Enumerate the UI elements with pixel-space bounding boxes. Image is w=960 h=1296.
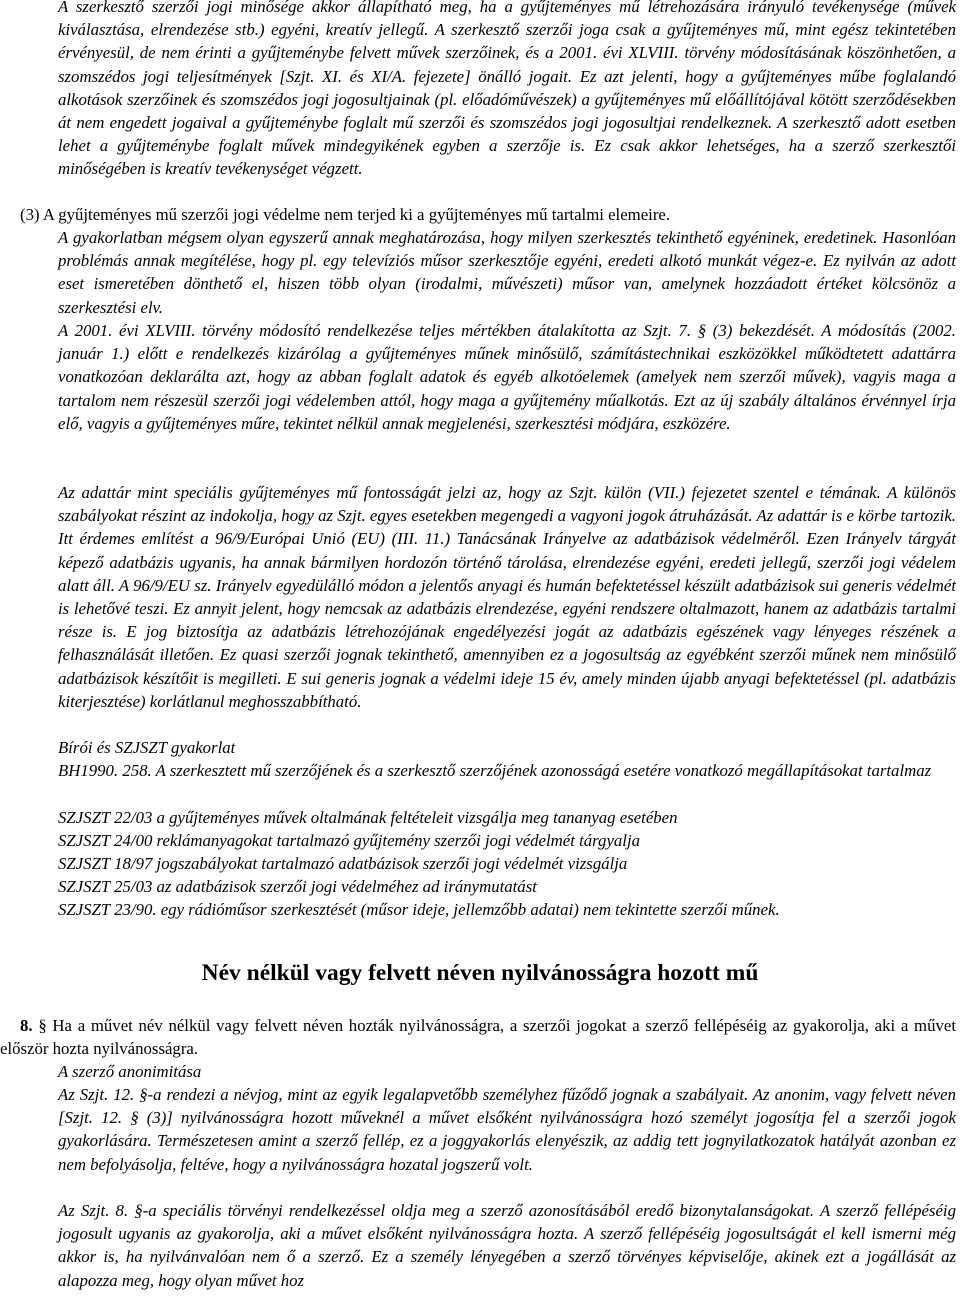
article-8-paragraph bbox=[0, 1014, 956, 1060]
case-item: SZJSZT 22/03 a gyűjteményes művek oltalmának feltételeit vizsgálja meg tananyag esetében bbox=[58, 808, 678, 827]
amendment-paragraph: A 2001. évi XLVIII. törvény módosító rendelkezése teljes mértékben átalakította az Szjt. 7. § (3) bekezdését. A módosítás (2002. január 1.) előtt e rendelkezés kizárólag a gyűjteményes műnek minősülő, számítástechnikai eszközökkel működtetett adattárra vonatkozóan deklarálta azt, hogy az abban foglalt adatok és egyéb alkotóelemek (amelyek nem szerzői művek), vagyis maga a tartalom nem részesül szerzői jogi védelemben attól, hogy maga a gyűjtemény műalkotás. Ezt az új szabály általános érvénnyel írja elő, vagyis a gyűjteményes műre, tekintet nélkül annak megjelenési, szerkesztési módjára, eszközére. bbox=[58, 321, 956, 433]
section-3-paragraph: (3) A gyűjteményes mű szerzői jogi védelme nem terjed ki a gyűjteményes mű tartalmi elemeire. bbox=[20, 205, 671, 224]
commentary-paragraph: Az Szjt. 8. §-a speciális törvényi rendelkezéssel oldja meg a szerző azonosításából eredő bizonytalanságokat. A szerző fellépéséig jogosult ugyanis az gyakorolja, aki a művet elsőként nyilvánosságra hozta. A szerző fellépéséig jogosultságát el kell ismerni még akkor is, ha nyilvánvalóan nem ő a szerző. Ez a személy lényegében a szerző törvényes képviselője, akinek ezt a jogállását az alapozza meg, hogy olyan művet hoz bbox=[58, 1201, 956, 1290]
case-law-heading: Bírói és SZJSZT gyakorlat bbox=[58, 738, 236, 757]
case-item: SZJSZT 23/90. egy rádióműsor szerkesztését (műsor ideje, jellemzőbb adatai) nem tekintette szerzői műnek. bbox=[58, 900, 780, 919]
practice-paragraph: A gyakorlatban mégsem olyan egyszerű annak meghatározása, hogy milyen szerkesztés tekinthető egyéninek, eredetinek. Hasonlóan problémás annak megítélése, hogy pl. egy televíziós műsor szerkesztője egyéni, eredeti alkotó munkát végez-e. Ez nyilván az adott eset ismeretében dönthető el, hiszen több olyan (irodalmi, művészeti) műsor van, amelynek hozzáadott értéket kölcsönöz a szerkesztési elv. bbox=[58, 228, 956, 317]
commentary-heading: A szerző anonimitása bbox=[58, 1062, 202, 1081]
article-text: § Ha a művet név nélkül vagy felvett néven hozták nyilvánosságra, a szerzői jogokat a szerző fellépéséig az gyakorolja, aki a művet először hozta nyilvánosságra. bbox=[0, 1016, 956, 1059]
article-number: 8. bbox=[20, 1016, 33, 1035]
case-item: BH1990. 258. A szerkesztett mű szerzőjének és a szerkesztő szerzőjének azonosságá esetére vonatkozó megállapításokat tartalmaz bbox=[58, 761, 932, 780]
commentary-paragraph: Az Szjt. 12. §-a rendezi a névjog, mint az egyik legalapvetőbb személyhez fűződő jognak a szabályait. Az anonim, vagy felvett néven [Szjt. 12. § (3)] nyilvánosságra hozott műveknél a művet elsőként nyilvánosságra hozó személyt jogosítja fel a szerzői jogok gyakorlására. Természetesen amint a szerző fellép, ez a joggyakorlás elenyészik, az addig tett jognyilatkozatok hatályát azonban ez nem befolyásolja, feltéve, hogy a nyilvánosságra hozatal jogszerű volt. bbox=[58, 1085, 956, 1174]
case-item: SZJSZT 24/00 reklámanyagokat tartalmazó gyűjtemény szerzői jogi védelmét tárgyalja bbox=[58, 831, 640, 850]
case-item: SZJSZT 18/97 jogszabályokat tartalmazó adatbázisok szerzői jogi védelmét vizsgálja bbox=[58, 854, 628, 873]
case-item: SZJSZT 25/03 az adatbázisok szerzői jogi védelméhez ad iránymutatást bbox=[58, 877, 537, 896]
database-paragraph: Az adattár mint speciális gyűjteményes mű fontosságát jelzi az, hogy az Szjt. külön (VII.) fejezetet szentel e témának. A különös szabályokat részint az indokolja, hogy az Szjt. egyes esetekben megengedi a vagyoni jogok átruházását. Az adattár is e körbe tartozik. Itt érdemes említést a 96/9/Európai Unió (EU) (III. 11.) Tanácsának Irányelve az adatbázisok védelméről. Ezen Irányelv tárgyát képező adatbázis ugyanis, ha annak bármilyen hordozón történő tárolása, elrendezése egyéni, eredeti jellegű, szerzői jogi védelem alatt áll. A 96/9/EU sz. Irányelv egyedülálló módon a jelentős anyagi és humán befektetéssel készült adatbázisok sui generis védelmét is lehetővé teszi. Ez annyit jelent, hogy nemcsak az adatbázis elrendezése, egyéni rendszere oltalmazott, hanem az adatbázis tartalmi része is. E jog biztosítja az adatbázis létrehozójának engedélyezési jogát az adatbázis egészének vagy lényeges részének a felhasználását illetően. Ez quasi szerzői jognak tekinthető, amennyiben ez a jogosultság az egyébként szerzői műnek nem minősülő adatbázisok készítőit is megilleti. E sui generis jognak a védelmi ideje 15 év, amely minden újabb anyagi befektetéssel (pl. adatbázis kiterjesztése) korlátlanul meghosszabbítható. bbox=[58, 483, 956, 711]
intro-paragraph: A szerkesztő szerzői jogi minősége akkor állapítható meg, ha a gyűjteményes mű létrehozására irányuló tevékenysége (művek kiválasztása, elrendezése stb.) egyéni, kreatív jellegű. A szerkesztő szerzői joga csak a gyűjteményes mű, mint egész tekintetében érvényesül, de nem érinti a gyűjteménybe felvett művek szerzőinek, és a 2001. évi XLVIII. törvény módosításának köszönhetően, a szomszédos jogi teljesítmények [Szjt. XI. és XI/A. fejezete] önálló jogait. Ez azt jelenti, hogy a gyűjteményes műbe foglalandó alkotások szerzőinek és szomszédos jogi jogosultjainak (pl. előadóművészek) a gyűjteményes mű előállítójával kötött szerződésekben át nem engedett jogaival a gyűjteménybe foglalt mű szerzői és szomszédos jogi jogosultjai rendelkeznek. A szerkesztő adott esetben lehet a gyűjteménybe foglalt művek mindegyikének egyben a szerzője is. Ez csak akkor lehetséges, ha a szerző szerkesztői minőségében is kreatív tevékenységet végzett. bbox=[58, 0, 956, 179]
section-title: Név nélkül vagy felvett néven nyilvánosságra hozott mű bbox=[201, 960, 759, 986]
